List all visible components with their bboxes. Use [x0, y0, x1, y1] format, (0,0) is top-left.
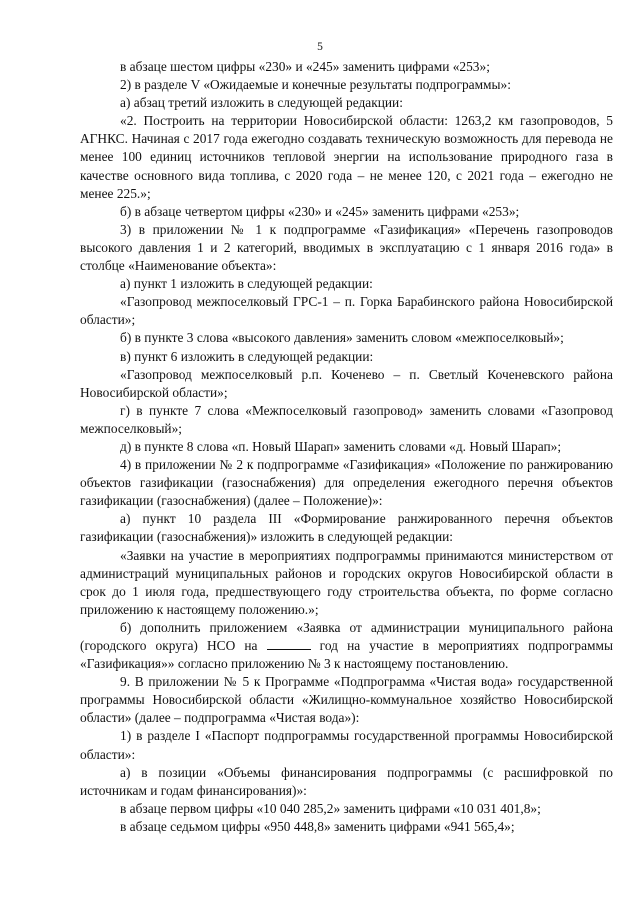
paragraph: «Газопровод межпоселковый р.п. Коченево – п. Светлый Коченевского района Новосибирской области»; [80, 366, 613, 400]
paragraph: а) пункт 1 изложить в следующей редакции: [120, 276, 373, 292]
paragraph: а) в позиции «Объемы финансирования подпрограммы (с расшифровкой по источникам и годам финансирования)»: [80, 764, 613, 798]
paragraph: г) в пункте 7 слова «Межпоселковый газопровод» заменить словами «Газопровод межпоселковый»; [80, 402, 613, 436]
paragraph: в абзаце шестом цифры «230» и «245» заменить цифрами «253»; [120, 59, 490, 74]
paragraph: в абзаце первом цифры «10 040 285,2» заменить цифрами «10 031 401,8»; [120, 800, 541, 816]
page-number: 5 [317, 41, 323, 53]
paragraph: 1) в разделе I «Паспорт подпрограммы государственной программы Новосибирской области»: [80, 728, 613, 762]
paragraph: «Газопровод межпоселковый ГРС-1 – п. Горка Барабинского района Новосибирской области»; [80, 294, 613, 328]
paragraph-with-blank [80, 619, 613, 673]
paragraph: в абзаце седьмом цифры «950 448,8» заменить цифрами «941 565,4»; [120, 818, 515, 834]
paragraph-text-before: б) дополнить приложением «Заявка от администрации муниципального района (городского округа) НСО на [80, 619, 613, 653]
paragraph: 9. В приложении № 5 к Программе «Подпрограмма «Чистая вода» государственной программы Новосибирской области «Жилищно-коммунальное хозяйство Новосибирской области» (далее – подпрограмма «Чистая вода»): [80, 674, 613, 726]
paragraph: а) абзац третий изложить в следующей редакции: [120, 95, 403, 111]
paragraph: б) в пункте 3 слова «высокого давления» заменить словом «межпоселковый»; [120, 330, 564, 346]
paragraph: 2) в разделе V «Ожидаемые и конечные результаты подпрограммы»: [120, 77, 511, 93]
paragraph: д) в пункте 8 слова «п. Новый Шарап» заменить словами «д. Новый Шарап»; [120, 438, 562, 454]
document-body [80, 58, 613, 836]
paragraph: а) пункт 10 раздела III «Формирование ранжированного перечня объектов газификации (газоснабжения)» изложить в следующей редакции: [80, 511, 613, 545]
paragraph: «Заявки на участие в мероприятиях подпрограммы принимаются министерством от администраций муниципальных районов и городских округов Новосибирской области в срок до 1 июля года, предшествующего году строительства объекта, по форме согласно приложению к настоящему положению.»; [80, 547, 613, 617]
paragraph-text-after: год на участие в мероприятиях подпрограммы «Газификация»» согласно приложению № 3 к настоящему постановлению. [80, 638, 613, 672]
paragraph: в) пункт 6 изложить в следующей редакции: [120, 348, 374, 364]
paragraph: 3) в приложении № 1 к подпрограмме «Газификация» «Перечень газопроводов высокого давления 1 и 2 категорий, вводимых в эксплуатацию с 1 января 2016 года» в столбце «Наименование объекта»: [80, 221, 613, 274]
paragraph: б) в абзаце четвертом цифры «230» и «245» заменить цифрами «253»; [120, 203, 520, 219]
paragraph: «2. Построить на территории Новосибирской области: 1263,2 км газопроводов, 5 АГНКС. Начиная с 2017 года ежегодно создавать техническую возможность для перевода не менее 100 единиц источников тепловой энергии на использование природного газа в качестве основного вида топлива, с 2020 года – не менее 120, с 2021 года – ежегодно не менее 225.»; [80, 113, 613, 201]
paragraph: 4) в приложении № 2 к подпрограмме «Газификация» «Положение по ранжированию объектов газификации (газоснабжения) для определения ежегодного перечня объектов газификации (газоснабжения) (далее – Положение)»: [80, 457, 613, 509]
fill-in-blank [267, 638, 311, 650]
